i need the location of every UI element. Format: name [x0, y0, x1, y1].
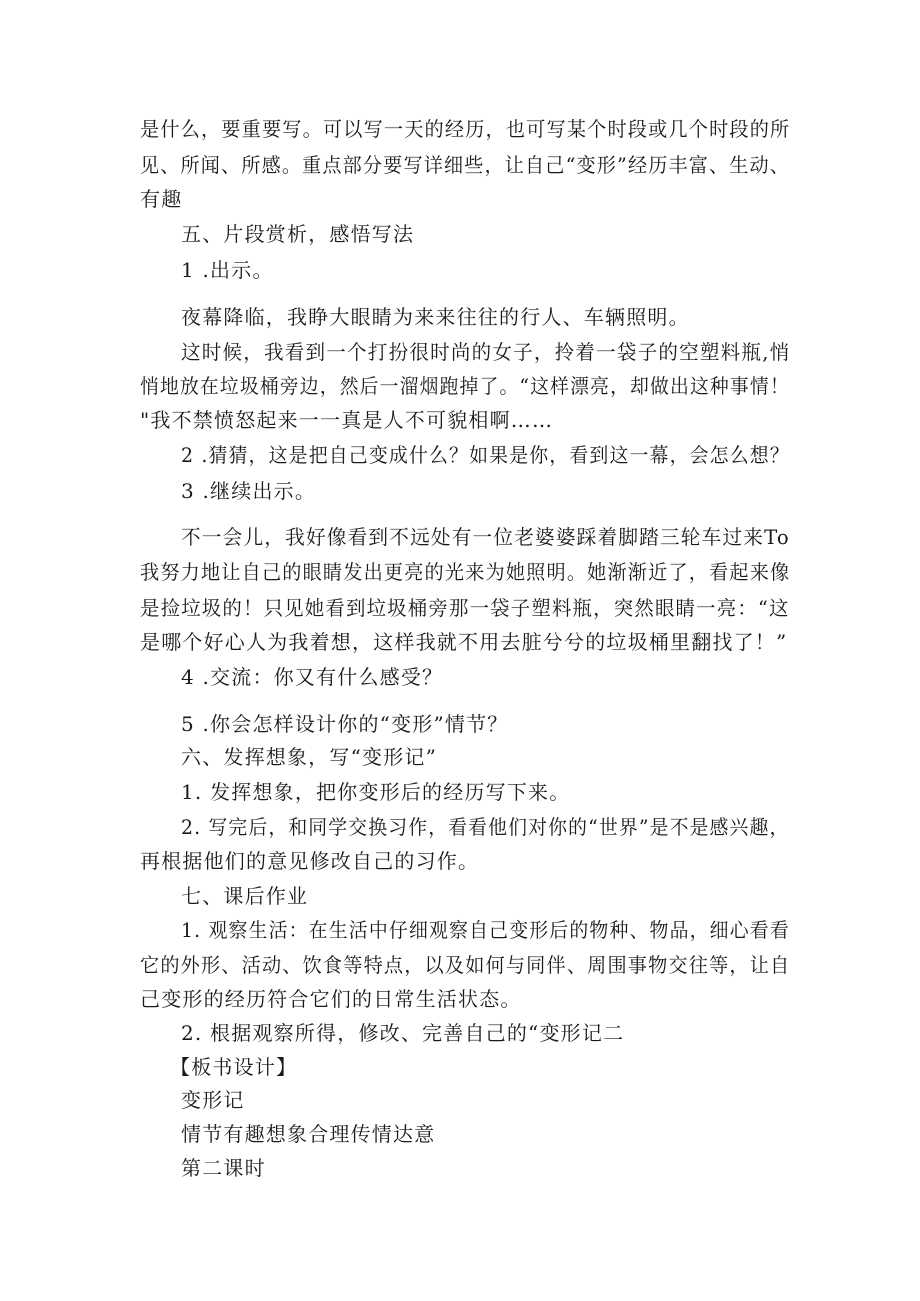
section-heading: 七、课后作业 [181, 884, 309, 908]
list-item: 2. 根据观察所得，修改、完善自己的“变形记二 [181, 1021, 625, 1045]
list-item: 2 .猜猜，这是把自己变成什么？如果是你，看到这一幕，会怎么想？ [181, 443, 790, 467]
board-design-heading: 【板书设计】 [170, 1055, 298, 1079]
section-heading: 五、片段赏析，感悟写法 [181, 222, 415, 246]
list-item: 1 .出示。 [181, 258, 274, 282]
list-item: 2. 写完后，和同学交换习作，看看他们对你的“世界”是不是感兴趣， [181, 815, 790, 839]
quoted-line: 是捡垃圾的！只见她看到垃圾桶旁那一袋子塑料瓶，突然眼睛一亮：“这 [140, 596, 790, 620]
quoted-line: "我不禁愤怒起来一一真是人不可貌相啊…… [140, 408, 554, 432]
paragraph-line: 见、所闻、所感。重点部分要写详细些，让自己“变形”经历丰富、生动、 [140, 153, 791, 177]
quoted-line: 这时候，我看到一个打扮很时尚的女子，拎着一袋子的空塑料瓶,悄 [181, 340, 791, 364]
section-heading: 六、发挥想象，写“变形记” [181, 745, 438, 769]
quoted-line: 是哪个好心人为我着想，这样我就不用去脏兮兮的垃圾桶里翻找了！” [140, 630, 788, 654]
board-title: 变形记 [181, 1088, 245, 1112]
quoted-line: 悄地放在垃圾桶旁边，然后一溜烟跑掉了。“这样漂亮，却做出这种事情！ [140, 374, 790, 398]
paragraph-line: 有趣 [140, 187, 183, 211]
paragraph-line: 是什么，要重要写。可以写一天的经历，也可写某个时段或几个时段的所 [140, 117, 791, 141]
quoted-line: 夜幕降临，我睁大眼睛为来来往往的行人、车辆照明。 [181, 305, 690, 329]
paragraph-line: 它的外形、活动、饮食等特点，以及如何与同伴、周围事物交往等，让自 [140, 953, 791, 977]
list-item: 3 .继续出示。 [181, 479, 317, 503]
board-content: 情节有趣想象合理传情达意 [181, 1122, 436, 1146]
paragraph-line: 己变形的经历符合它们的日常生活状态。 [140, 987, 522, 1011]
list-item: 5 .你会怎样设计你的“变形”情节？ [181, 712, 509, 736]
list-item: 1. 发挥想象，把你变形后的经历写下来。 [181, 780, 571, 804]
list-item: 1. 观察生活：在生活中仔细观察自己变形后的物种、物品，细心看看 [181, 918, 790, 942]
list-item: 4 .交流：你又有什么感受？ [181, 665, 444, 689]
lesson-heading: 第二课时 [181, 1156, 266, 1180]
paragraph-line: 再根据他们的意见修改自己的习作。 [140, 849, 480, 873]
quoted-line: 不一会儿，我好像看到不远处有一位老婆婆踩着脚踏三轮车过来To [181, 525, 790, 549]
quoted-line: 我努力地让自己的眼睛发出更亮的光来为她照明。她渐渐近了，看起来像 [140, 560, 791, 584]
